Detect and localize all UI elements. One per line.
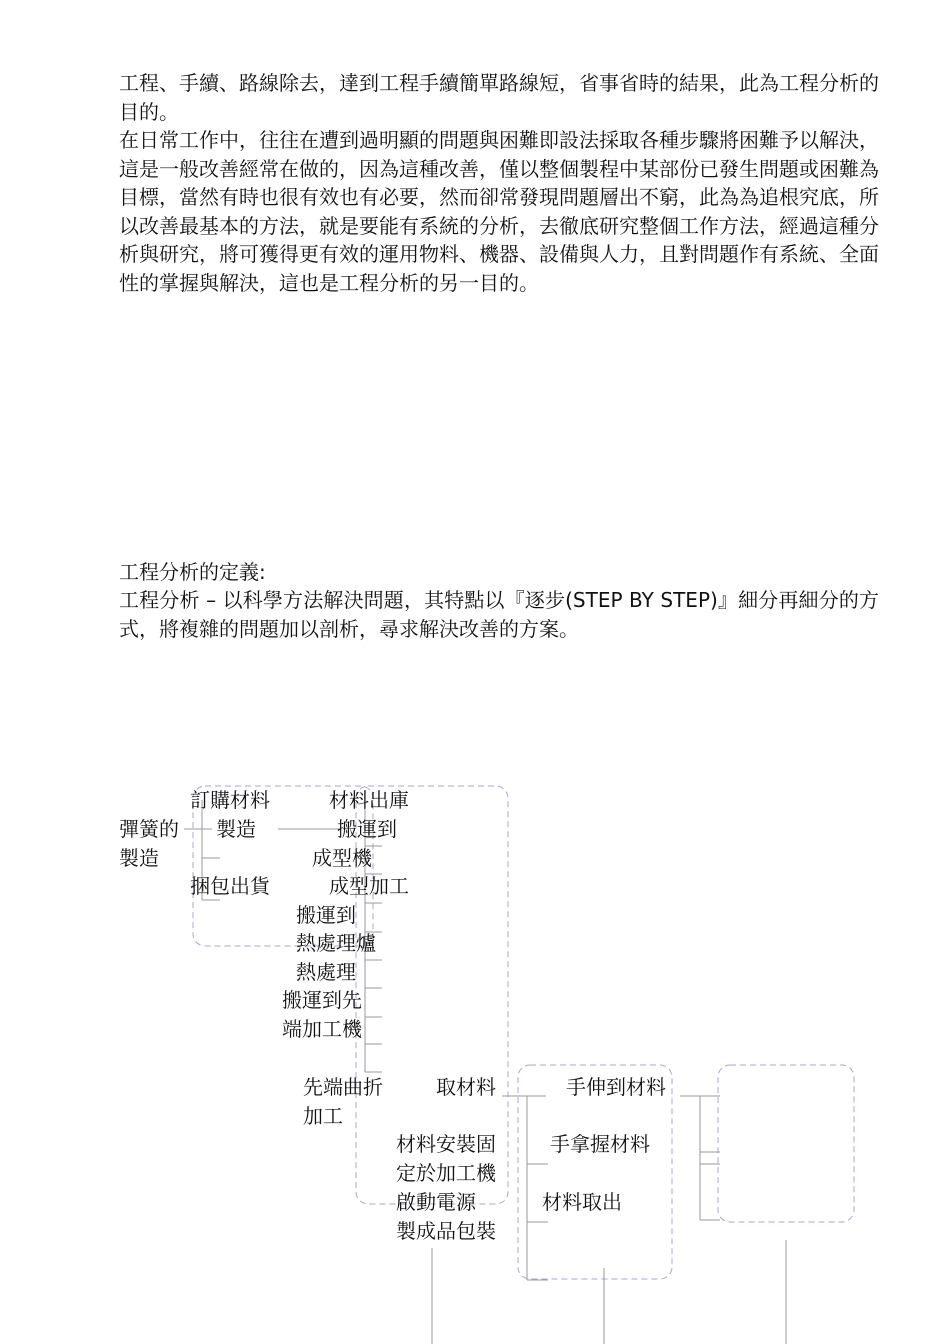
level3-mount-material: 材料安裝固 xyxy=(396,1132,496,1156)
level2-heat-furnace: 熱處理爐 xyxy=(296,931,376,955)
level4-reach-material: 手伸到材料 xyxy=(566,1075,666,1099)
purpose-paragraph-1: 工程、手續、路線除去，達到工程手續簡單路線短，省事省時的結果，此為工程分析的目的。 xyxy=(119,71,879,124)
definition-body: 工程分析 – 以科學方法解決問題，其特點以『逐步(STEP BY STEP)』細分再細分的方式，將複雜的問題加以剖析，尋求解決改善的方案。 xyxy=(119,588,879,641)
level2-forming-process: 成型加工 xyxy=(329,874,409,898)
level3-mount-material-2: 定於加工機 xyxy=(396,1161,496,1185)
level4-grasp-material: 手拿握材料 xyxy=(550,1132,650,1156)
level2-transport-to-2: 搬運到 xyxy=(296,903,356,927)
level3-take-material: 取材料 xyxy=(436,1075,496,1099)
level2-tip-bending-2: 加工 xyxy=(303,1104,343,1128)
purpose-paragraph-2: 在日常工作中，往往在遭到過明顯的問題與困難即設法採取各種步驟將困難予以解決，這是一般改善經常在做的，因為這種改善，僅以整個製程中某部份已發生問題或困難為目標，當然有時也很有效也有必要，然而卻常發現問題層出不窮，此為為追根究底，所以改善最基本的方法，就是要能有系統的分析，去徹底研究整個工作方法，經過這種分析與研究，將可獲得更有效的運用物料、機器、設備與人力，且對問題作有系統、全面性的掌握與解決，這也是工程分析的另一目的。 xyxy=(119,128,879,295)
level3-start-power: 啟動電源 xyxy=(396,1190,476,1214)
level1-order-materials: 訂購材料 xyxy=(190,788,270,812)
definition-title: 工程分析的定義: xyxy=(119,560,266,584)
diagram-root-line-2: 製造 xyxy=(119,846,159,870)
level2-transport-to-tip: 搬運到先 xyxy=(282,988,362,1012)
diagram-root-line-1: 彈簧的 xyxy=(119,817,179,841)
level4-take-out-material: 材料取出 xyxy=(542,1190,622,1214)
level2-transport-to: 搬運到 xyxy=(337,817,397,841)
level1-pack-ship: 捆包出貨 xyxy=(190,874,270,898)
level2-heat-treatment: 熱處理 xyxy=(296,960,356,984)
level1-manufacture: 製造 xyxy=(216,817,256,841)
group-box-level4 xyxy=(718,1065,854,1222)
level2-material-release: 材料出庫 xyxy=(329,788,409,812)
level2-forming-machine: 成型機 xyxy=(312,846,372,870)
level2-tip-machine: 端加工機 xyxy=(282,1017,362,1041)
level2-tip-bending: 先端曲折 xyxy=(303,1075,383,1099)
level3-pack-product: 製成品包裝 xyxy=(396,1219,496,1243)
